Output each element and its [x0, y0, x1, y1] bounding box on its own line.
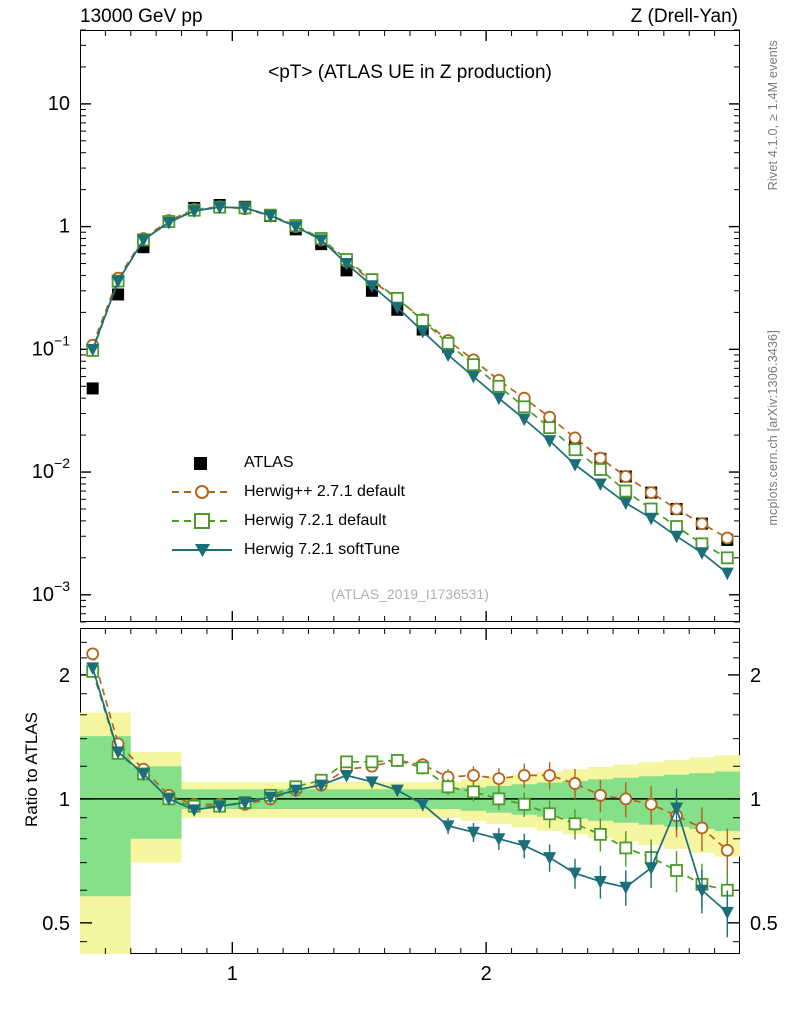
legend-key-herwigpp	[170, 483, 234, 501]
legend-label: Herwig++ 2.7.1 default	[244, 482, 405, 500]
legend-item	[170, 477, 405, 506]
svg-text:0.5: 0.5	[750, 912, 778, 935]
legend-key-softtune	[170, 541, 234, 559]
legend-item	[170, 506, 405, 535]
svg-text:10−1: $10^{-1}$	[31, 332, 70, 361]
svg-text:1: 1	[226, 963, 238, 985]
svg-text:1: 1	[750, 788, 762, 811]
plot-header	[0, 6, 786, 28]
rivet-caption: Rivet 4.1.0, ≥ 1.4M events	[766, 40, 780, 191]
svg-text:10−3: $10^{-3}$	[31, 577, 70, 606]
plot-title: <pT> (ATLAS UE in Z production)	[268, 62, 552, 83]
legend-label: Herwig 7.2.1 softTune	[244, 540, 400, 558]
legend-label: Herwig 7.2.1 default	[244, 511, 387, 529]
legend-item	[170, 535, 405, 564]
legend-item	[170, 448, 405, 477]
legend-key-atlas	[170, 454, 234, 472]
beam-label: 13000 GeV pp	[80, 6, 203, 27]
ratio-axis-label: Ratio to ATLAS	[22, 712, 41, 827]
svg-text:1: 1	[58, 215, 70, 238]
svg-text:1: 1	[58, 788, 70, 811]
ratio-plot-panel	[80, 628, 740, 954]
svg-text:2: 2	[58, 664, 70, 687]
svg-text:0.5: 0.5	[42, 912, 70, 935]
svg-text:10−2: $10^{-2}$	[31, 455, 70, 484]
legend-label: ATLAS	[244, 453, 294, 471]
svg-text:10: 10	[47, 92, 70, 115]
legend	[170, 448, 405, 564]
analysis-id: (ATLAS_2019_I1736531)	[331, 586, 489, 602]
process-label: Z (Drell-Yan)	[630, 6, 738, 27]
svg-text:2: 2	[750, 664, 762, 687]
mcplots-caption: mcplots.cern.ch [arXiv:1306.3436]	[766, 330, 780, 526]
legend-key-herwig721	[170, 512, 234, 530]
svg-text:2: 2	[480, 963, 492, 985]
